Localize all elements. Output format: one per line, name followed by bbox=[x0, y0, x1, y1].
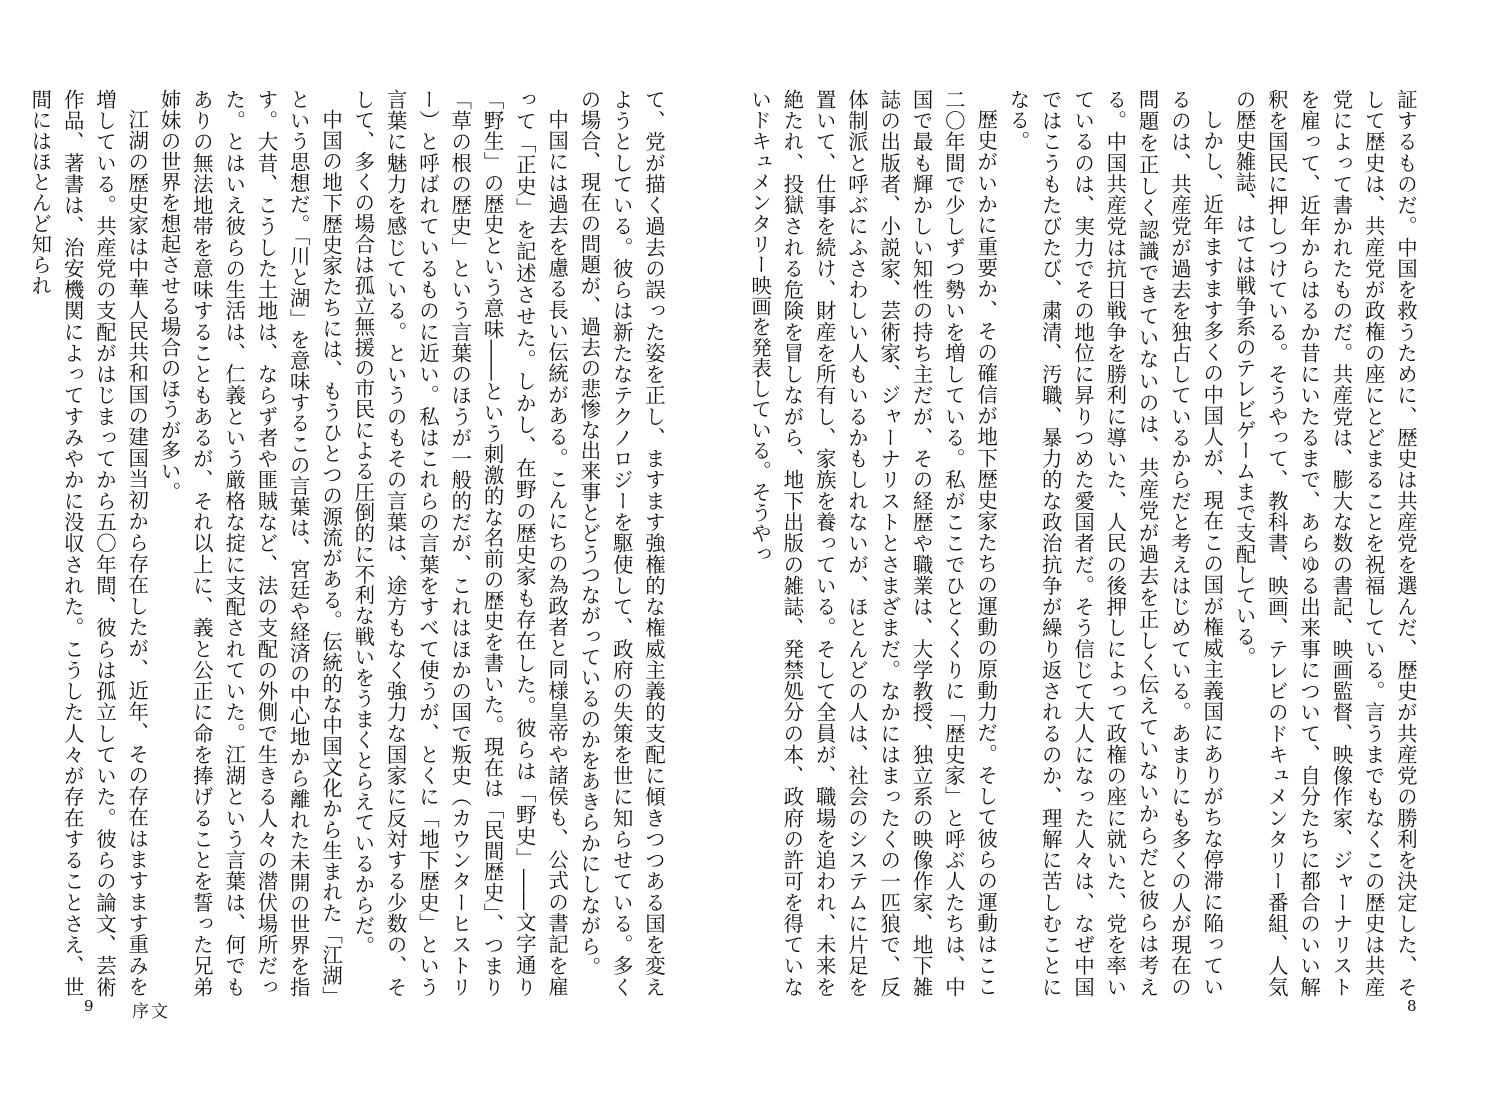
right-paragraph-1: 証するものだ。中国を救うために、歴史は共産党を選んだ、歴史が共産党の勝利を決定した、そして歴史は、共産党が政権の座にとどまることを祝福している。言うまでもなくこの歴史は共産党によって書かれたものだ。共産党は、膨大な数の書記、映画監督、映像作家、ジャーナリストを雇って、近年からはるか昔にいたるまで、あらゆる出来事について、自分たちに都合のいい解釈を国民に押しつけている。そうやって、教科書、映画、テレビのドキュメンタリー番組、人気の歴史雑誌、はては戦争系のテレビゲームまで支配している。 bbox=[1232, 89, 1418, 997]
left-page-number: 9 bbox=[84, 997, 95, 1015]
right-page-body bbox=[748, 89, 1422, 997]
right-paragraph-2: しかし、近年ますます多くの中国人が、現在この国が権威主義国にありがちな停滞に陥っているのは、共産党が過去を独占しているからだと考えはじめている。あまりにも多くの人が現在の問題を正しく認識できていないのは、共産党が過去を正しく伝えていないからだと彼らは考える。中国共産党は抗日戦争を勝利に導いた、人民の後押しによって政権の座に就いた、党を率いているのは、実力でその地位に昇りつめた愛国者だ。そう信じて大人になった人々は、なぜ中国ではこうもたびたび、粛清、汚職、暴力的な政治抗争が繰り返されるのか、理解に苦しむことになる。 bbox=[1006, 89, 1225, 997]
left-page-body bbox=[28, 89, 670, 997]
running-title: 序文 bbox=[132, 1002, 170, 1022]
right-paragraph-3: 歴史がいかに重要か、その確信が地下歴史家たちの運動の原動力だ。そして彼らの運動はここ二〇年間で少しずつ勢いを増している。私がここでひとくくりに「歴史家」と呼ぶ人たちは、中国で最も輝かしい知性の持ち主だが、その経歴や職業は、大学教授、独立系の映像作家、地下雑誌の出版者、小説家、芸術家、ジャーナリストとさまざまだ。なかにはまったくの一匹狼で、反体制派と呼ぶにふさわしい人もいるかもしれないが、ほとんどの人は、社会のシステムに片足を置いて、仕事を続け、財産を所有し、家族を養っている。そして全員が、職場を追われ、未来を絶たれ、投獄される危険を冒しながら、地下出版の雑誌、発禁処分の本、政府の許可を得ていないドキュメンタリー映画を発表している。そうやっ bbox=[748, 89, 999, 997]
left-paragraph-2: 中国には過去を慮る長い伝統がある。こんにちの為政者と同様皇帝や諸侯も、公式の書記を雇って「正史」を記述させた。しかし、在野の歴史家も存在した。彼らは「野史」――文字通り「野生」の歴史という意味――という刺激的な名前の歴史を書いた。現在は「民間歴史」、つまり「草の根の歴史」という言葉のほうが一般的だが、これはほかの国で叛史（カウンターヒストリー）と呼ばれているものに近い。私はこれらの言葉をすべて使うが、とくに「地下歴史」という言葉に魅力を感じている。というのもその言葉は、途方もなく強力な国家に反対する少数の、そして、多くの場合は孤立無援の市民による圧倒的に不利な戦いをうまくとらえているからだ。 bbox=[351, 89, 570, 997]
left-paragraph-4: 江湖の歴史家は中華人民共和国の建国当初から存在したが、近年、その存在はますます重みを増している。共産党の支配がはじまってから五〇年間、彼らは孤立していた。彼らの論文、芸術作品、著書は、治安機関によってすみやかに没収された。こうした人々が存在することさえ、世間にはほとんど知られ bbox=[28, 89, 150, 997]
right-page-number: 8 bbox=[1407, 997, 1418, 1015]
left-paragraph-3: 中国の地下歴史家たちには、もうひとつの源流がある。伝統的な中国文化から生まれた「江湖」という思想だ。「川と湖」を意味するこの言葉は、宮廷や経済の中心地から離れた未開の世界を指す。大昔、こうした土地は、ならず者や匪賊など、法の支配の外側で生きる人々の潜伏場所だった。とはいえ彼らの生活は、仁義という厳格な掟に支配されていた。江湖という言葉は、何でもありの無法地帯を意味することもあるが、それ以上に、義と公正に命を捧げることを誓った兄弟姉妹の世界を想起させる場合のほうが多い。 bbox=[157, 89, 344, 997]
left-paragraph-1: て、党が描く過去の誤った姿を正し、ますます強権的な権威主義的支配に傾きつつある国を変えようとしている。彼らは新たなテクノロジーを駆使して、政府の失策を世に知らせている。多くの場合、現在の問題が、過去の悲惨な出来事とどうつながっているのかをあきらかにしながら。 bbox=[577, 89, 666, 997]
right-page bbox=[750, 0, 1500, 1102]
